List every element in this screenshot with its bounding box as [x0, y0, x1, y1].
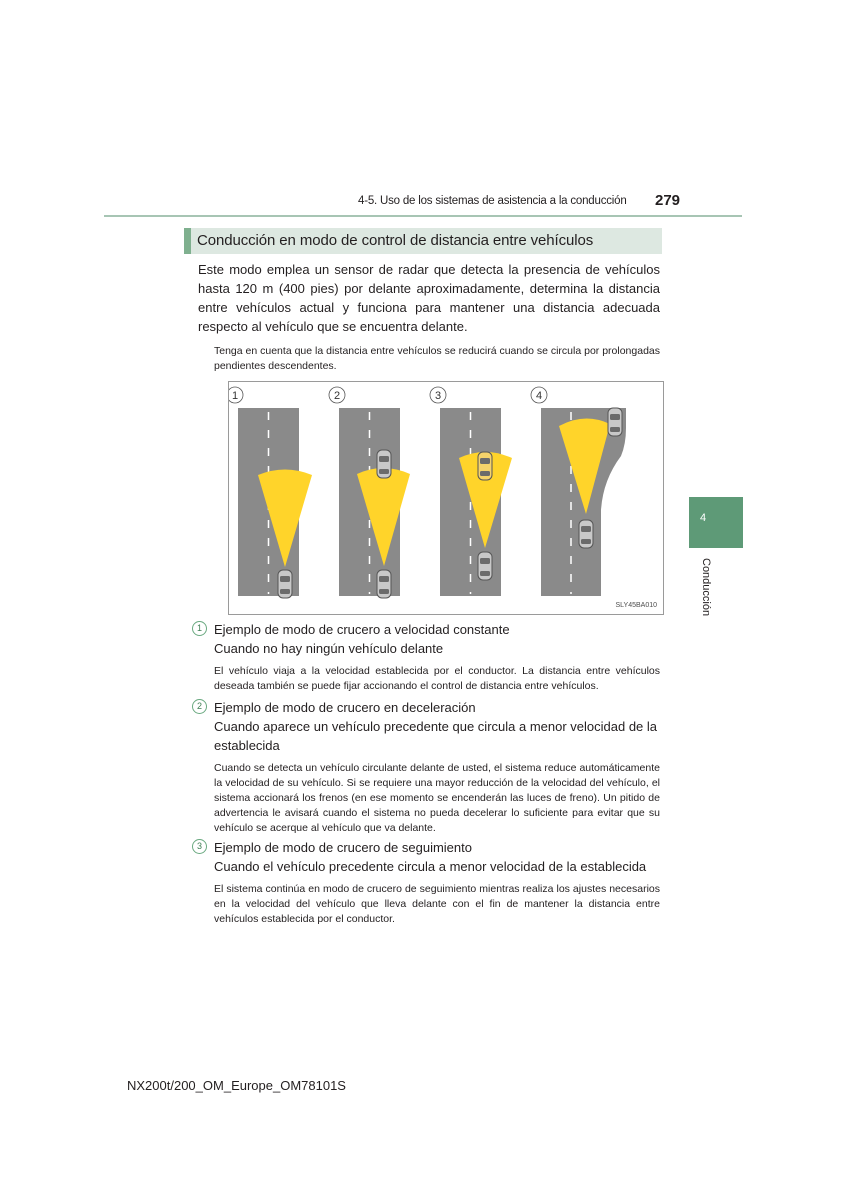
chapter-tab-label: Conducción [700, 558, 712, 617]
note-paragraph: Tenga en cuenta que la distancia entre vehículos se reducirá cuando se circula por prolongadas pendientes descendentes. [214, 345, 660, 372]
figure-label-4: 4 [535, 390, 543, 402]
item-number-2: 2 [192, 699, 207, 714]
figure-label-2: 2 [333, 390, 341, 402]
item-body-3: El sistema continúa en modo de crucero de seguimiento mientras realiza los ajustes necesarios en la velocidad del vehículo que lleva delante con el fin de mantener la distancia entre vehículos establecida por el conductor. [214, 883, 660, 925]
preceding-car-2 [377, 450, 391, 478]
item-title-2: Ejemplo de modo de crucero en deceleración [214, 700, 476, 715]
item-subtitle-2: Cuando aparece un vehículo precedente que circula a menor velocidad de la establecida [214, 719, 658, 753]
own-car-4 [579, 520, 593, 548]
item-subtitle-1: Cuando no hay ningún vehículo delante [214, 641, 444, 656]
header-divider [104, 215, 742, 217]
panel-4 [531, 387, 626, 596]
panel-2 [329, 387, 410, 598]
preceding-car-3 [478, 452, 492, 480]
item-title-1: Ejemplo de modo de crucero a velocidad constante [214, 622, 510, 637]
merging-car-4 [608, 408, 622, 436]
panel-3 [430, 387, 512, 596]
item-body-2: Cuando se detecta un vehículo circulante delante de usted, el sistema reduce automáticamente la velocidad de su vehículo. Si se requiere una mayor reducción de la velocidad del vehículo, el sistema accionará los frenos (en ese momento se encenderán las luces de freno). Un pitido de advertencia le avisará cuando el sistema no pueda decelerar lo suficiente para evitar que su vehículo se acerque al vehículo que va delante. [214, 762, 660, 834]
figure-code: SLY45BA010 [615, 602, 657, 609]
chapter-tab[interactable] [689, 497, 743, 548]
item-number-3: 3 [192, 839, 207, 854]
chapter-tab-number: 4 [700, 512, 707, 524]
item-number-1: 1 [192, 621, 207, 636]
own-car-1 [278, 570, 292, 598]
figure-label-3: 3 [434, 390, 442, 402]
panel-1 [229, 387, 312, 598]
item-subtitle-3: Cuando el vehículo precedente circula a menor velocidad de la establecida [214, 859, 647, 874]
radar-cruise-illustration [229, 382, 663, 614]
figure-label-1: 1 [231, 390, 239, 402]
intro-paragraph: Este modo emplea un sensor de radar que detecta la presencia de vehículos hasta 120 m (400 pies) por delante aproximadamente, determina la distancia entre vehículos actual y funciona para mantener una distancia adecuada respecto al vehículo que se encuentra delante. [198, 262, 660, 334]
item-title-3: Ejemplo de modo de crucero de seguimiento [214, 840, 472, 855]
header-section-title: 4-5. Uso de los sistemas de asistencia a la conducción [358, 195, 627, 207]
item-body-1: El vehículo viaja a la velocidad establecida por el conductor. La distancia entre vehículos deseada también se puede fijar accionando el control de distancia entre vehículos. [214, 665, 660, 692]
section-title-accent-bar [184, 228, 191, 254]
radar-cruise-figure [228, 381, 664, 615]
page-number: 279 [655, 192, 681, 209]
own-car-2 [377, 570, 391, 598]
section-title: Conducción en modo de control de distancia entre vehículos [197, 232, 594, 249]
section-title-box [184, 228, 662, 254]
own-car-3 [478, 552, 492, 580]
footer-document-code: NX200t/200_OM_Europe_OM78101S [127, 1078, 346, 1093]
